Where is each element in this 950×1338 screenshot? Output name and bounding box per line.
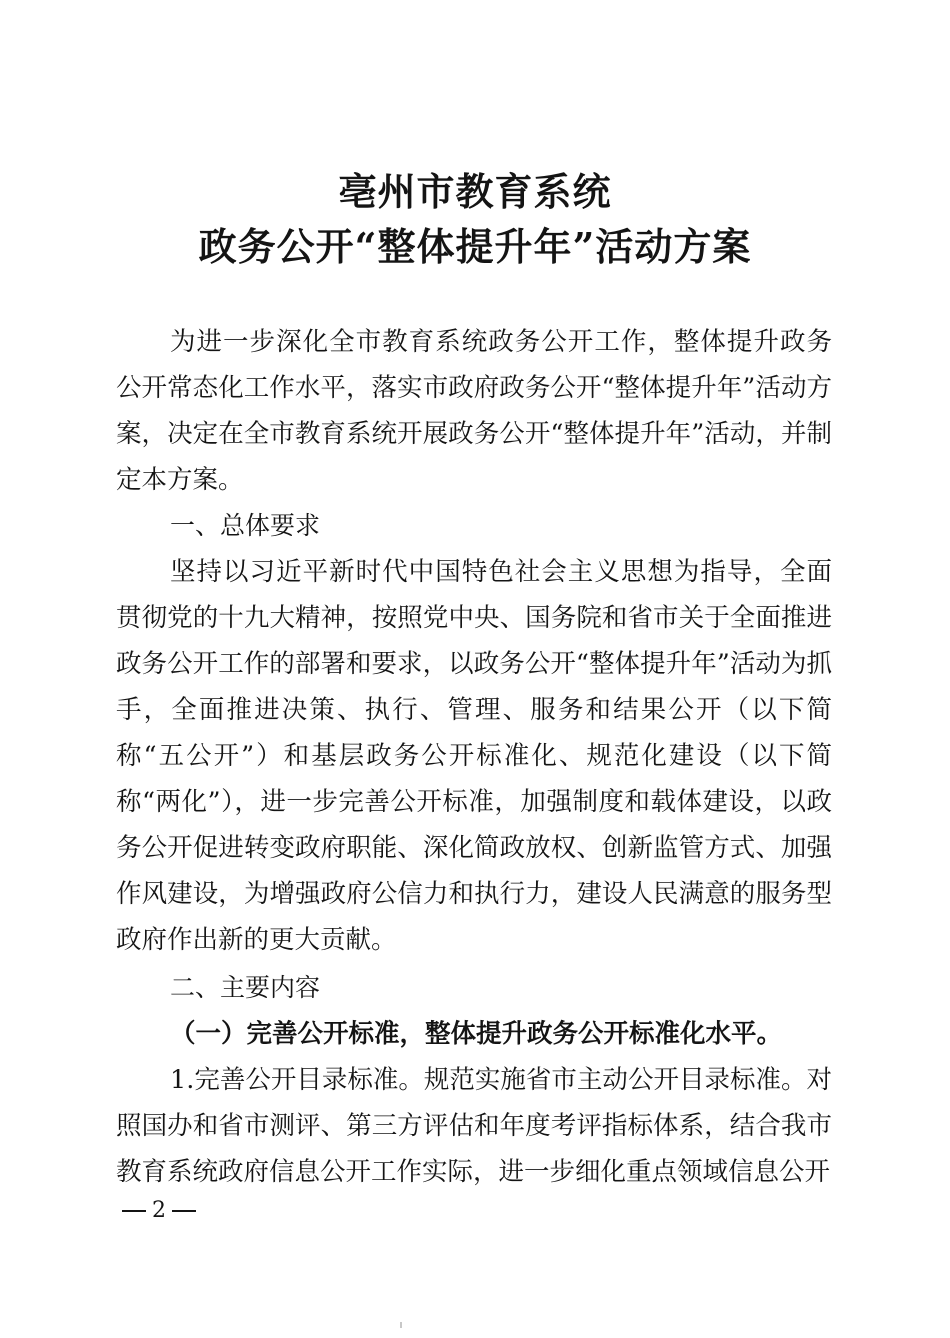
intro-paragraph: 为进一步深化全市教育系统政务公开工作，整体提升政务公开常态化工作水平，落实市政府政务公开“整体提升年”活动方案，决定在全市教育系统开展政务公开“整体提升年”活动，并制定本方案。	[116, 327, 832, 495]
subsection-heading-standards: （一）完善公开标准，整体提升政务公开标准化水平。	[170, 1019, 783, 1049]
section-heading-main-content: 二、主要内容	[170, 973, 321, 1002]
document-title-line-1: 亳州市教育系统	[338, 169, 612, 214]
section-heading-general-requirements: 一、总体要求	[170, 511, 321, 540]
page-number-value: 2	[152, 1198, 166, 1223]
scan-speck	[400, 1322, 402, 1328]
general-requirements-paragraph: 坚持以习近平新时代中国特色社会主义思想为指导，全面贯彻党的十九大精神，按照党中央、国务院和省市关于全面推进政务公开工作的部署和要求，以政务公开“整体提升年”活动为抓手，全面推进决策、执行、管理、服务和结果公开（以下简称“五公开”）和基层政务公开标准化、规范化建设（以下简称“两化”），进一步完善公开标准，加强制度和载体建设，以政务公开促进转变政府职能、深化简政放权、创新监管方式、加强作风建设，为增强政府公信力和执行力，建设人民满意的服务型政府作出新的更大贡献。	[116, 557, 832, 955]
page-number	[116, 1196, 202, 1226]
document-title-line-2: 政务公开“整体提升年”活动方案	[198, 224, 752, 269]
page-number-left-dash	[122, 1210, 146, 1212]
item-1-paragraph: 1.完善公开目录标准。规范实施省市主动公开目录标准。对照国办和省市测评、第三方评估和年度考评指标体系，结合我市教育系统政府信息公开工作实际，进一步细化重点领域信息公开	[116, 1065, 832, 1187]
page-number-right-dash	[172, 1210, 196, 1212]
